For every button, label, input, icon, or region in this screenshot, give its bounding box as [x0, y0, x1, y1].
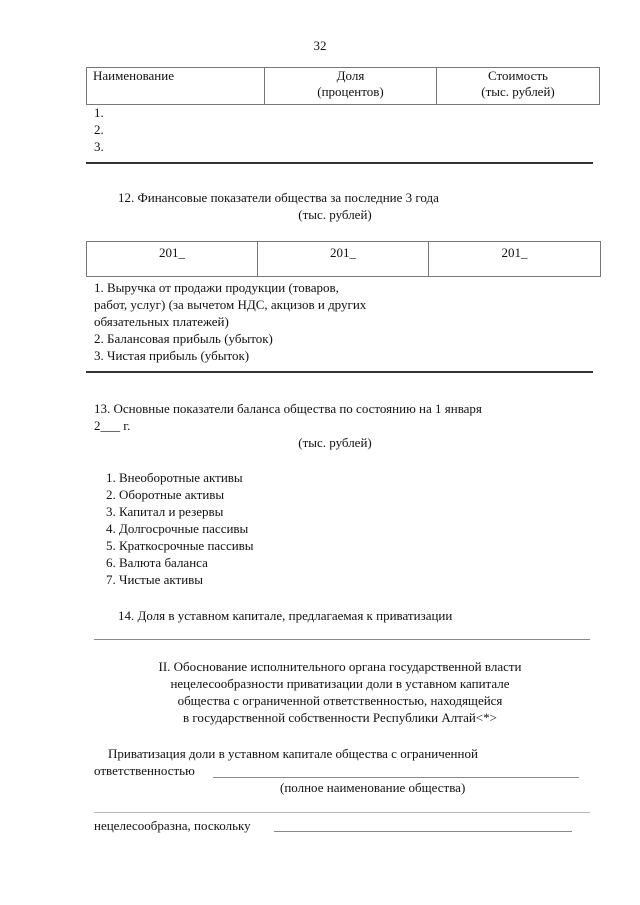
header-share-unit: (процентов): [317, 84, 384, 99]
list-item: 1. Внеоборотные активы: [106, 470, 243, 485]
divider: [86, 162, 593, 164]
table-header-cost: [437, 68, 600, 105]
list-item: 3. Чистая прибыль (убыток): [94, 348, 250, 363]
company-name-field[interactable]: [213, 777, 579, 778]
section14-title: 14. Доля в уставном капитале, предлагаемая к приватизации: [118, 608, 453, 623]
table-row: 1.: [94, 105, 104, 120]
balance-items: [106, 469, 254, 588]
list-item: работ, услуг) (за вычетом НДС, акцизов и других: [94, 297, 367, 312]
section13-units: (тыс. рублей): [298, 435, 372, 450]
section13-title-line1: 13. Основные показатели баланса общества по состоянию на 1 января: [94, 401, 482, 416]
heading-line: общества с ограниченной ответственностью, находящейся: [177, 693, 503, 708]
divider: [86, 371, 593, 373]
heading-line: II. Обоснование исполнительного органа государственной власти: [158, 659, 522, 674]
reason-field[interactable]: [274, 831, 572, 832]
privatization-line1: Приватизация доли в уставном капитале общества с ограниченной: [108, 746, 478, 761]
page-number: 32: [313, 38, 327, 53]
list-item: 4. Долгосрочные пассивы: [106, 521, 249, 536]
table-header-share: [265, 68, 437, 105]
share-value-table: [86, 67, 600, 105]
list-item: 6. Валюта баланса: [106, 555, 208, 570]
table-row: 3.: [94, 139, 104, 154]
list-item: обязательных платежей): [94, 314, 229, 329]
list-item: 1. Выручка от продажи продукции (товаров,: [94, 280, 339, 295]
part2-heading: [0, 658, 640, 726]
table1-rows: [94, 104, 104, 155]
financial-items: [94, 279, 366, 364]
section13-title: [94, 401, 594, 417]
header-cost-unit: (тыс. рублей): [481, 84, 555, 99]
section12-title: 12. Финансовые показатели общества за последние 3 года: [118, 190, 439, 205]
year-cell: 201_: [258, 242, 429, 277]
list-item: 2. Балансовая прибыль (убыток): [94, 331, 273, 346]
header-cost-label: Стоимость: [488, 68, 548, 83]
header-share-label: Доля: [336, 68, 365, 83]
header-name-label: Наименование: [93, 68, 174, 83]
list-item: 3. Капитал и резервы: [106, 504, 224, 519]
divider: [94, 812, 590, 813]
table-header-name: [87, 68, 265, 105]
reason-label: нецелесообразна, поскольку: [94, 818, 251, 833]
share-blank-line[interactable]: [94, 639, 590, 640]
list-item: 7. Чистые активы: [106, 572, 204, 587]
section13-title-line2: 2___ г.: [94, 418, 131, 433]
list-item: 5. Краткосрочные пассивы: [106, 538, 254, 553]
table-row: 2.: [94, 122, 104, 137]
year-cell: 201_: [87, 242, 258, 277]
company-name-caption: (полное наименование общества): [280, 780, 466, 795]
financial-years-table: [86, 241, 601, 277]
year-cell: 201_: [429, 242, 601, 277]
heading-line: нецелесообразности приватизации доли в уставном капитале: [170, 676, 510, 691]
privatization-line2-label: ответственностью: [94, 763, 195, 778]
section12-units: (тыс. рублей): [298, 207, 372, 222]
heading-line: в государственной собственности Республики Алтай<*>: [183, 710, 497, 725]
list-item: 2. Оборотные активы: [106, 487, 225, 502]
